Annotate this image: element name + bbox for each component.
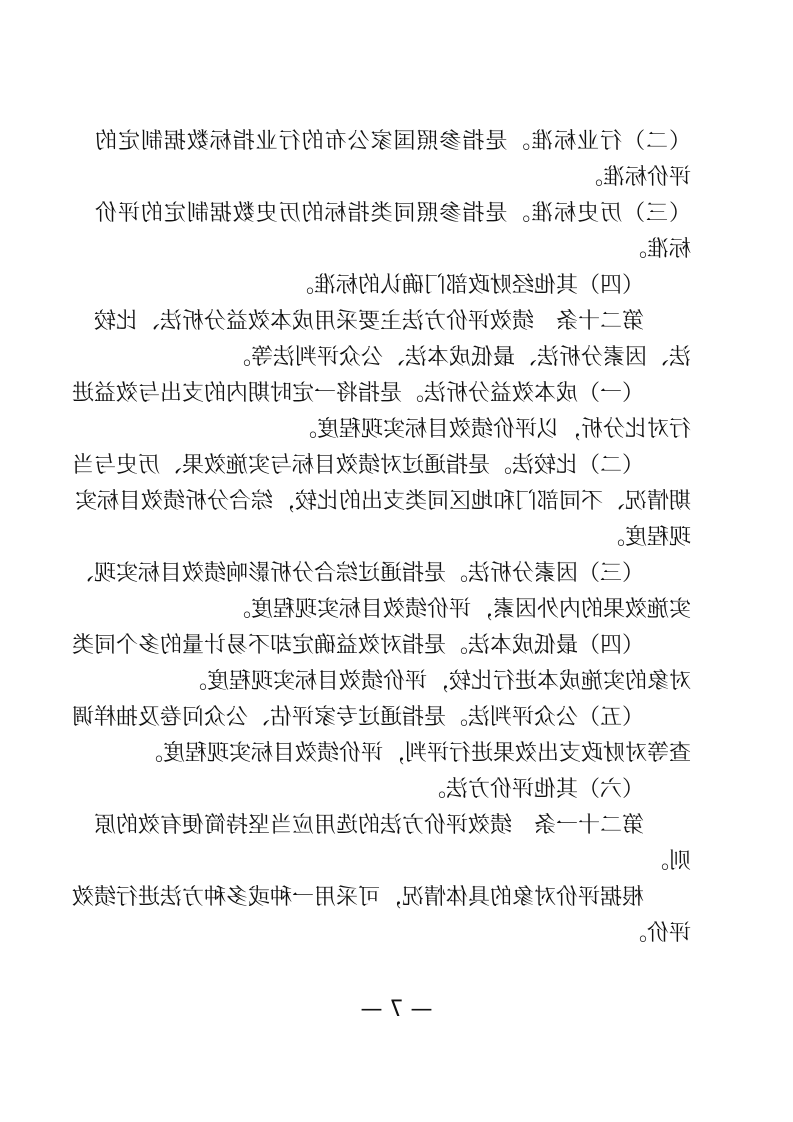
text-line-19: （六）其他评价方法。 (423, 777, 644, 802)
text-line-22: 根据评价对象的具体情况，可采用一种或多种方法进行绩效 (71, 885, 644, 910)
text-line-17: （五）公众评判法。是指通过专家评估、公众问卷及抽样调 (71, 705, 644, 730)
text-line-21: 则。 (646, 849, 691, 874)
text-line-15: （四）最低成本法。是指对效益确定却不易计量的多个同类 (71, 633, 644, 658)
text-line-20: 第二十一条 绩效评价方法的选用应当坚持简便有效的原 (93, 813, 644, 838)
text-line-7: 法、因素分析法、最低成本法、公众评判法等。 (228, 345, 691, 370)
text-line-16: 对象的实施成本进行比较，评价绩效目标实现程度。 (184, 669, 691, 694)
text-line-5: （四）其他经财政部门确认的标准。 (291, 273, 644, 298)
text-line-13: （三）因素分析法。是指通过综合分析影响绩效目标实现、 (71, 561, 644, 586)
text-line-4: 标准。 (624, 237, 691, 262)
text-line-12: 现程度。 (602, 525, 691, 550)
text-line-11: 期情况、不同部门和地区同类支出的比较，综合分析绩效目标实 (74, 489, 691, 514)
page-number: — 7 — (360, 997, 433, 1022)
text-line-8: （一）成本效益分析法。是指将一定时期内的支出与效益进 (71, 381, 644, 406)
text-line-3: （三）历史标准。是指参照同类指标的历史数据制定的评价 (95, 201, 691, 226)
text-line-6: 第二十条 绩效评价方法主要采用成本效益分析法、比较 (93, 309, 644, 334)
text-line-18: 查等对财政支出效果进行评判，评价绩效目标实现程度。 (140, 741, 691, 766)
text-line-9: 行对比分析，以评价绩效目标实现程度。 (294, 417, 691, 442)
text-line-1: （二）行业标准。是指参照国家公布的行业指标数据制定的 (95, 129, 691, 154)
text-line-14: 实施效果的内外因素，评价绩效目标实现程度。 (228, 597, 691, 622)
text-line-10: （二）比较法。是指通过对绩效目标与实施效果、历史与当 (71, 453, 644, 478)
text-line-23: 评价。 (624, 921, 691, 946)
text-line-2: 评价标准。 (580, 165, 691, 190)
